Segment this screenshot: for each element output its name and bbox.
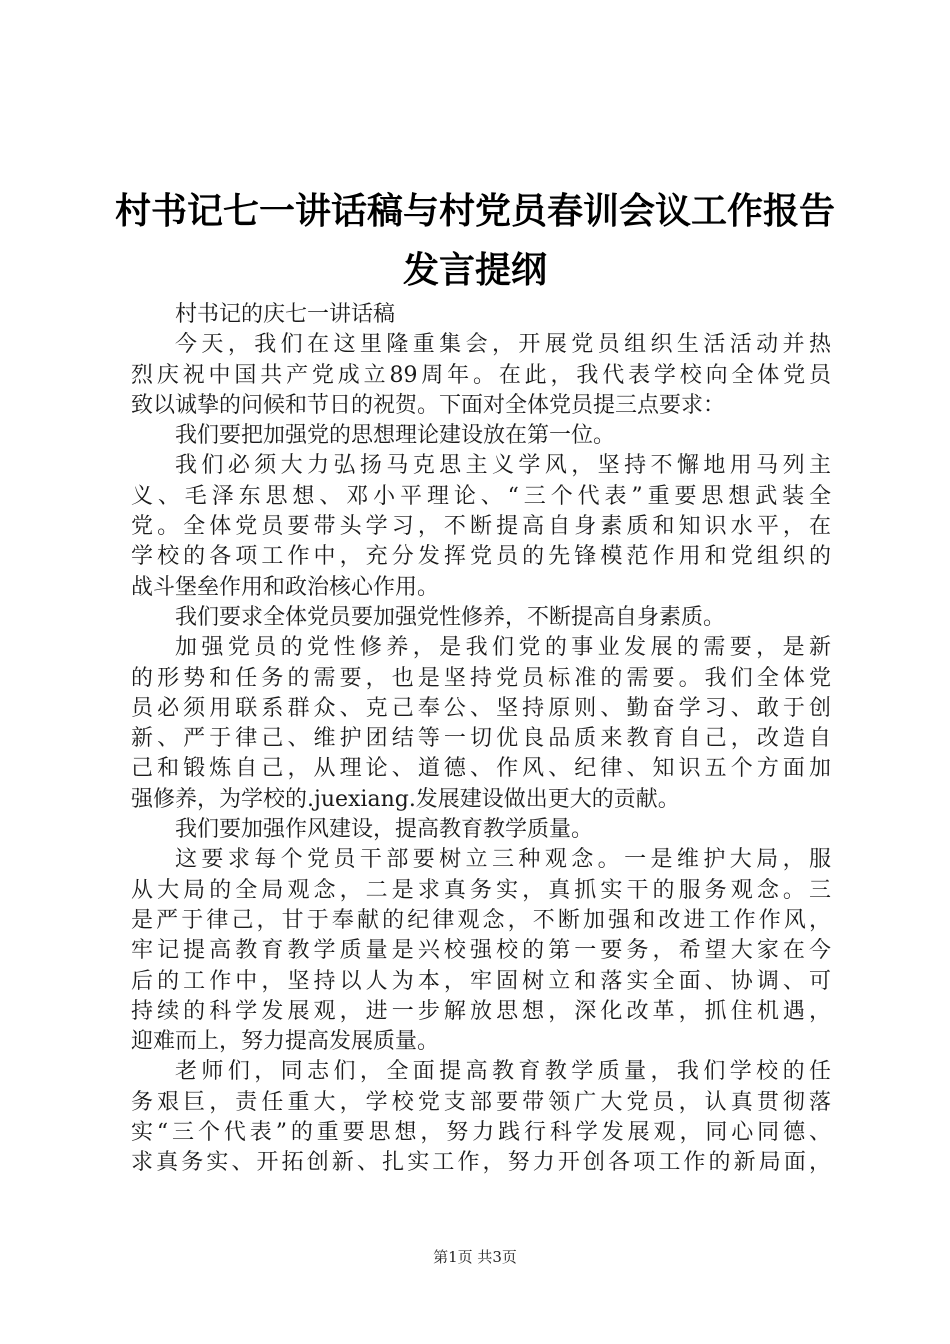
text-line: 员必须用联系群众、克己奉公、坚持原则、勤奋学习、敢于创: [131, 695, 831, 721]
text-line: 学校的各项工作中，充分发挥党员的先锋模范作用和党组织的: [131, 544, 831, 570]
text-line: 迎难而上，努力提高发展质量。: [131, 1029, 440, 1055]
page-footer: 第1页 共3页: [433, 1248, 517, 1266]
text-line: 致以诚挚的问候和节日的祝贺。下面对全体党员提三点要求：: [131, 392, 726, 418]
text-line: 我们要求全体党员要加强党性修养，不断提高自身素质。: [175, 604, 726, 630]
text-line: 实“三个代表”的重要思想，努力践行科学发展观，同心同德、: [131, 1120, 831, 1146]
text-line: 村书记的庆七一讲话稿: [175, 302, 396, 327]
text-line: 务艰巨，责任重大，学校党支部要带领广大党员，认真贯彻落: [131, 1089, 831, 1115]
text-line: 的形势和任务的需要，也是坚持党员标准的需要。我们全体党: [131, 665, 831, 691]
text-line: 战斗堡垒作用和政治核心作用。: [131, 574, 440, 600]
document-title-line-1: 村书记七一讲话稿与村党员春训会议工作报告: [114, 190, 835, 232]
text-line: 我们要加强作风建设，提高教育教学质量。: [175, 817, 594, 843]
text-line: 我们要把加强党的思想理论建设放在第一位。: [175, 423, 616, 449]
text-line: 新、严于律己、维护团结等一切优良品质来教育自己，改造自: [131, 726, 831, 752]
text-line: 老师们，同志们，全面提高教育教学质量，我们学校的任: [175, 1059, 831, 1085]
text-line: 这要求每个党员干部要树立三种观念。一是维护大局，服: [175, 847, 831, 873]
text-line: 是严于律己，甘于奉献的纪律观念，不断加强和改进工作作风，: [131, 907, 831, 933]
text-line: 牢记提高教育教学质量是兴校强校的第一要务，希望大家在今: [131, 938, 831, 964]
text-line: 从大局的全局观念，二是求真务实，真抓实干的服务观念。三: [131, 877, 831, 903]
text-line: 加强党员的党性修养，是我们党的事业发展的需要，是新: [175, 635, 831, 661]
text-line: 求真务实、开拓创新、扎实工作，努力开创各项工作的新局面，: [131, 1150, 831, 1176]
text-line: 义、毛泽东思想、邓小平理论、“三个代表”重要思想武装全: [131, 483, 831, 509]
text-line: 我们必须大力弘扬马克思主义学风，坚持不懈地用马列主: [175, 453, 831, 479]
text-line: 后的工作中，坚持以人为本，牢固树立和落实全面、协调、可: [131, 968, 831, 994]
text-line: 持续的科学发展观，进一步解放思想，深化改革，抓住机遇，: [131, 998, 831, 1024]
text-line: 党。全体党员要带头学习，不断提高自身素质和知识水平，在: [131, 514, 831, 540]
document-title-line-2: 发言提纲: [402, 249, 547, 291]
text-line: 己和锻炼自己，从理论、道德、作风、纪律、知识五个方面加: [131, 756, 831, 782]
document-body: [131, 300, 831, 1179]
text-line: 今天，我们在这里隆重集会，开展党员组织生活活动并热: [175, 332, 831, 358]
text-line: 烈庆祝中国共产党成立89周年。在此，我代表学校向全体党员: [131, 362, 831, 388]
text-line: 强修养，为学校的.juexiang.发展建设做出更大的贡献。: [131, 786, 680, 812]
